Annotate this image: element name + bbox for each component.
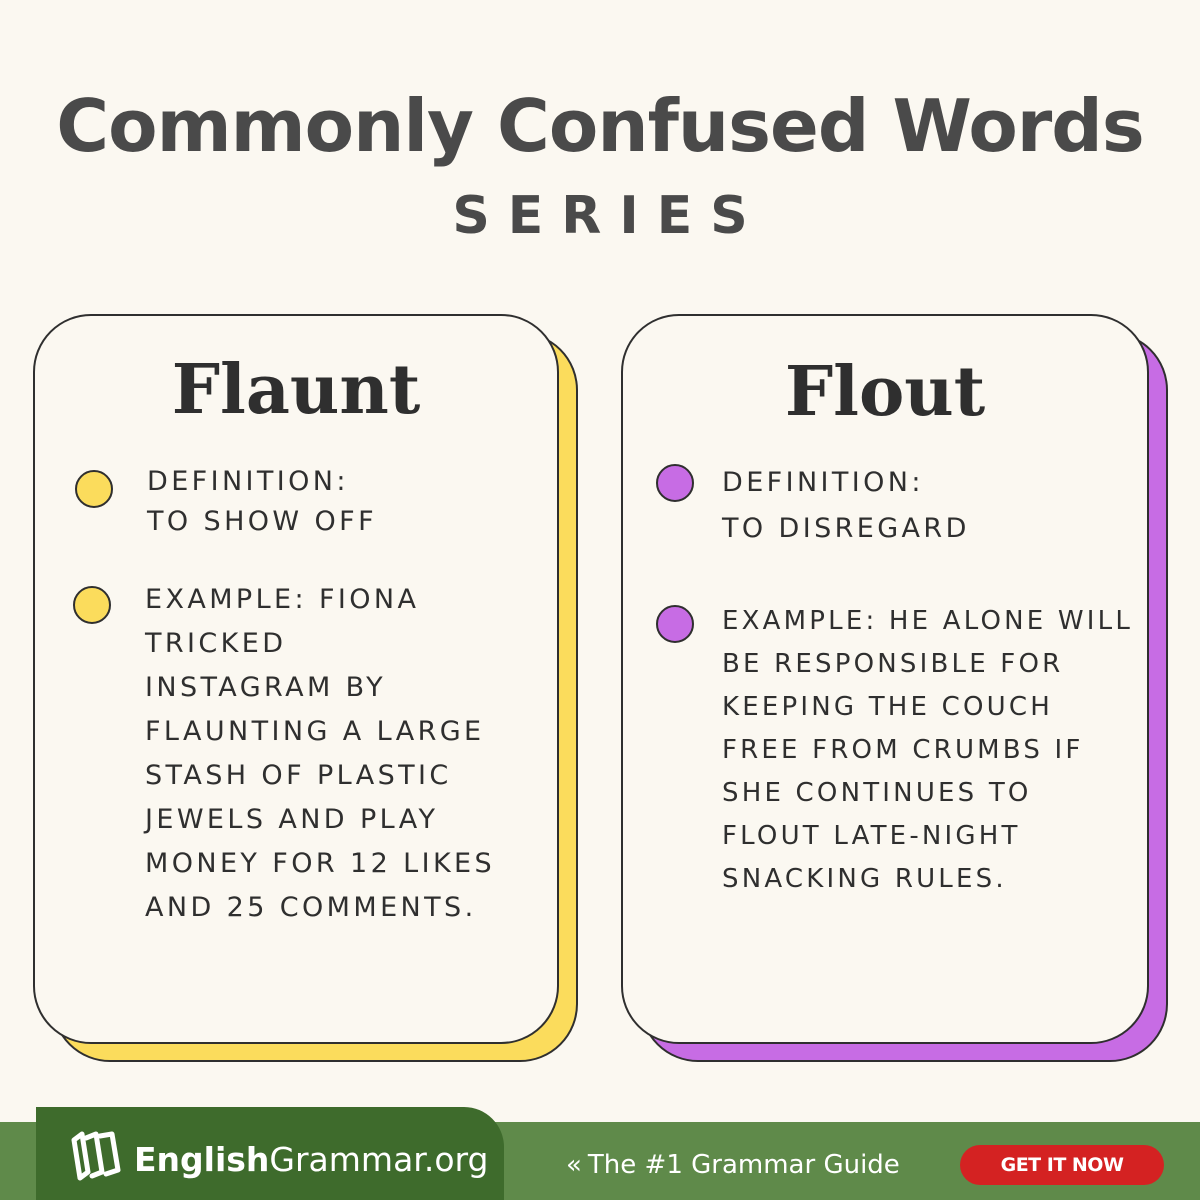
- card-word: Flaunt: [171, 350, 421, 430]
- example-bullet-icon: [656, 605, 694, 643]
- example-line: INSTAGRAM BY: [145, 672, 386, 703]
- definition-bullet-icon: [656, 464, 694, 502]
- example-line: BE RESPONSIBLE FOR: [722, 649, 1064, 679]
- card-word: Flout: [784, 352, 986, 432]
- definition-line: DEFINITION:: [147, 466, 349, 497]
- example-line: EXAMPLE: HE ALONE WILL: [722, 606, 1134, 636]
- example-line: KEEPING THE COUCH: [722, 692, 1053, 722]
- example-text: [722, 600, 1133, 901]
- example-line: TRICKED: [145, 628, 287, 659]
- example-line: MONEY FOR 12 LIKES: [145, 848, 496, 879]
- example-line: FLOUT LATE-NIGHT: [722, 821, 1021, 851]
- example-line: JEWELS AND PLAY: [145, 804, 439, 835]
- site-logo-text[interactable]: [134, 1138, 488, 1182]
- definition-text: [147, 460, 377, 544]
- books-logo-icon: [66, 1126, 128, 1188]
- definition-line: DEFINITION:: [722, 467, 924, 498]
- logo-bold-text: English: [134, 1140, 270, 1179]
- definition-line: TO SHOW OFF: [147, 506, 378, 537]
- example-line: FLAUNTING A LARGE: [145, 716, 485, 747]
- definition-line: TO DISREGARD: [722, 513, 970, 544]
- example-line: SHE CONTINUES TO: [722, 778, 1032, 808]
- flout-card: [621, 314, 1149, 1044]
- tagline-text: The #1 Grammar Guide: [587, 1150, 900, 1180]
- get-it-now-button[interactable]: GET IT NOW: [960, 1145, 1164, 1185]
- page-subtitle: SERIES: [452, 186, 766, 246]
- logo-regular-text: Grammar.org: [269, 1140, 489, 1179]
- definition-bullet-icon: [75, 470, 113, 508]
- page-title: Commonly Confused Words: [56, 84, 1144, 168]
- example-text: [145, 578, 495, 930]
- example-line: SNACKING RULES.: [722, 864, 1007, 894]
- example-bullet-icon: [73, 586, 111, 624]
- example-line: EXAMPLE: FIONA: [145, 584, 420, 615]
- definition-text: [722, 460, 970, 552]
- double-chevron-left-icon: «: [566, 1150, 582, 1180]
- example-line: STASH OF PLASTIC: [145, 760, 452, 791]
- tagline: [566, 1145, 900, 1185]
- example-line: AND 25 COMMENTS.: [145, 892, 477, 923]
- example-line: FREE FROM CRUMBS IF: [722, 735, 1084, 765]
- flaunt-card: [33, 314, 559, 1044]
